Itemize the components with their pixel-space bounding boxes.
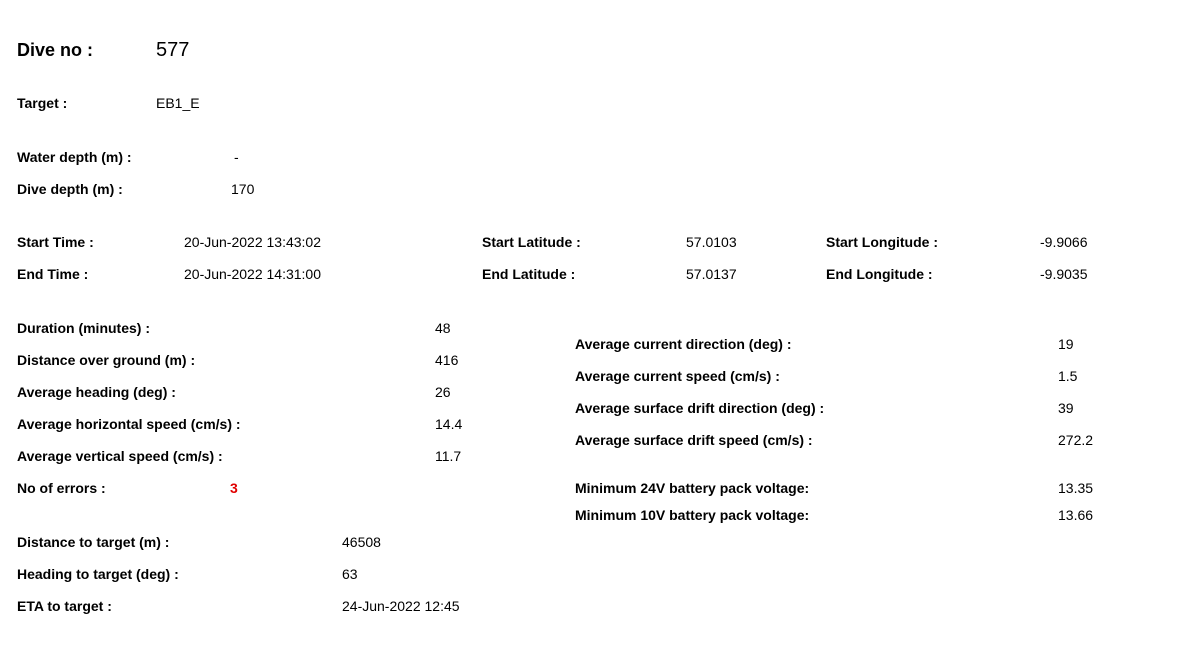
start-time-value: 20-Jun-2022 13:43:02 [184, 234, 321, 250]
min-10v-battery-label: Minimum 10V battery pack voltage: [575, 507, 810, 523]
dive-no-value: 577 [156, 39, 190, 61]
end-latitude-label: End Latitude : [482, 266, 576, 282]
average-current-direction-label: Average current direction (deg) : [575, 336, 792, 352]
average-vertical-speed-label: Average vertical speed (cm/s) : [17, 448, 223, 464]
errors-count: 3 [230, 480, 238, 496]
target-value: EB1_E [156, 95, 200, 111]
heading-to-target-label: Heading to target (deg) : [17, 566, 179, 582]
start-latitude-value: 57.0103 [686, 234, 737, 250]
end-time-value: 20-Jun-2022 14:31:00 [184, 266, 321, 282]
average-current-speed-label: Average current speed (cm/s) : [575, 368, 780, 384]
distance-over-ground-label: Distance over ground (m) : [17, 352, 196, 368]
average-current-speed-value: 1.5 [1058, 368, 1078, 384]
average-heading-label: Average heading (deg) : [17, 384, 176, 400]
distance-to-target-value: 46508 [342, 534, 381, 550]
target-label: Target : [17, 95, 68, 111]
distance-over-ground-value: 416 [435, 352, 459, 368]
average-horizontal-speed-label: Average horizontal speed (cm/s) : [17, 416, 241, 432]
average-surface-drift-speed-value: 272.2 [1058, 432, 1094, 448]
average-current-direction-value: 19 [1058, 336, 1074, 352]
distance-to-target-label: Distance to target (m) : [17, 534, 170, 550]
end-time-label: End Time : [17, 266, 89, 282]
water-depth-value: - [234, 149, 239, 165]
average-vertical-speed-value: 11.7 [435, 448, 462, 464]
duration-label: Duration (minutes) : [17, 320, 150, 336]
start-time-label: Start Time : [17, 234, 94, 250]
dive-depth-value: 170 [231, 181, 255, 197]
average-horizontal-speed-value: 14.4 [435, 416, 463, 432]
heading-to-target-value: 63 [342, 566, 358, 582]
min-24v-battery-value: 13.35 [1058, 480, 1094, 496]
average-surface-drift-direction-value: 39 [1058, 400, 1074, 416]
end-longitude-label: End Longitude : [826, 266, 933, 282]
average-heading-value: 26 [435, 384, 451, 400]
start-latitude-label: Start Latitude : [482, 234, 581, 250]
duration-value: 48 [435, 320, 451, 336]
end-latitude-value: 57.0137 [686, 266, 737, 282]
average-surface-drift-speed-label: Average surface drift speed (cm/s) : [575, 432, 813, 448]
min-10v-battery-value: 13.66 [1058, 507, 1094, 523]
errors-label: No of errors : [17, 480, 106, 496]
water-depth-label: Water depth (m) : [17, 149, 132, 165]
min-24v-battery-label: Minimum 24V battery pack voltage: [575, 480, 810, 496]
eta-to-target-value: 24-Jun-2022 12:45 [342, 598, 460, 614]
dive-depth-label: Dive depth (m) : [17, 181, 123, 197]
dive-no-label: Dive no : [17, 40, 94, 60]
average-surface-drift-direction-label: Average surface drift direction (deg) : [575, 400, 825, 416]
end-longitude-value: -9.9035 [1040, 266, 1088, 282]
eta-to-target-label: ETA to target : [17, 598, 112, 614]
start-longitude-label: Start Longitude : [826, 234, 938, 250]
start-longitude-value: -9.9066 [1040, 234, 1088, 250]
